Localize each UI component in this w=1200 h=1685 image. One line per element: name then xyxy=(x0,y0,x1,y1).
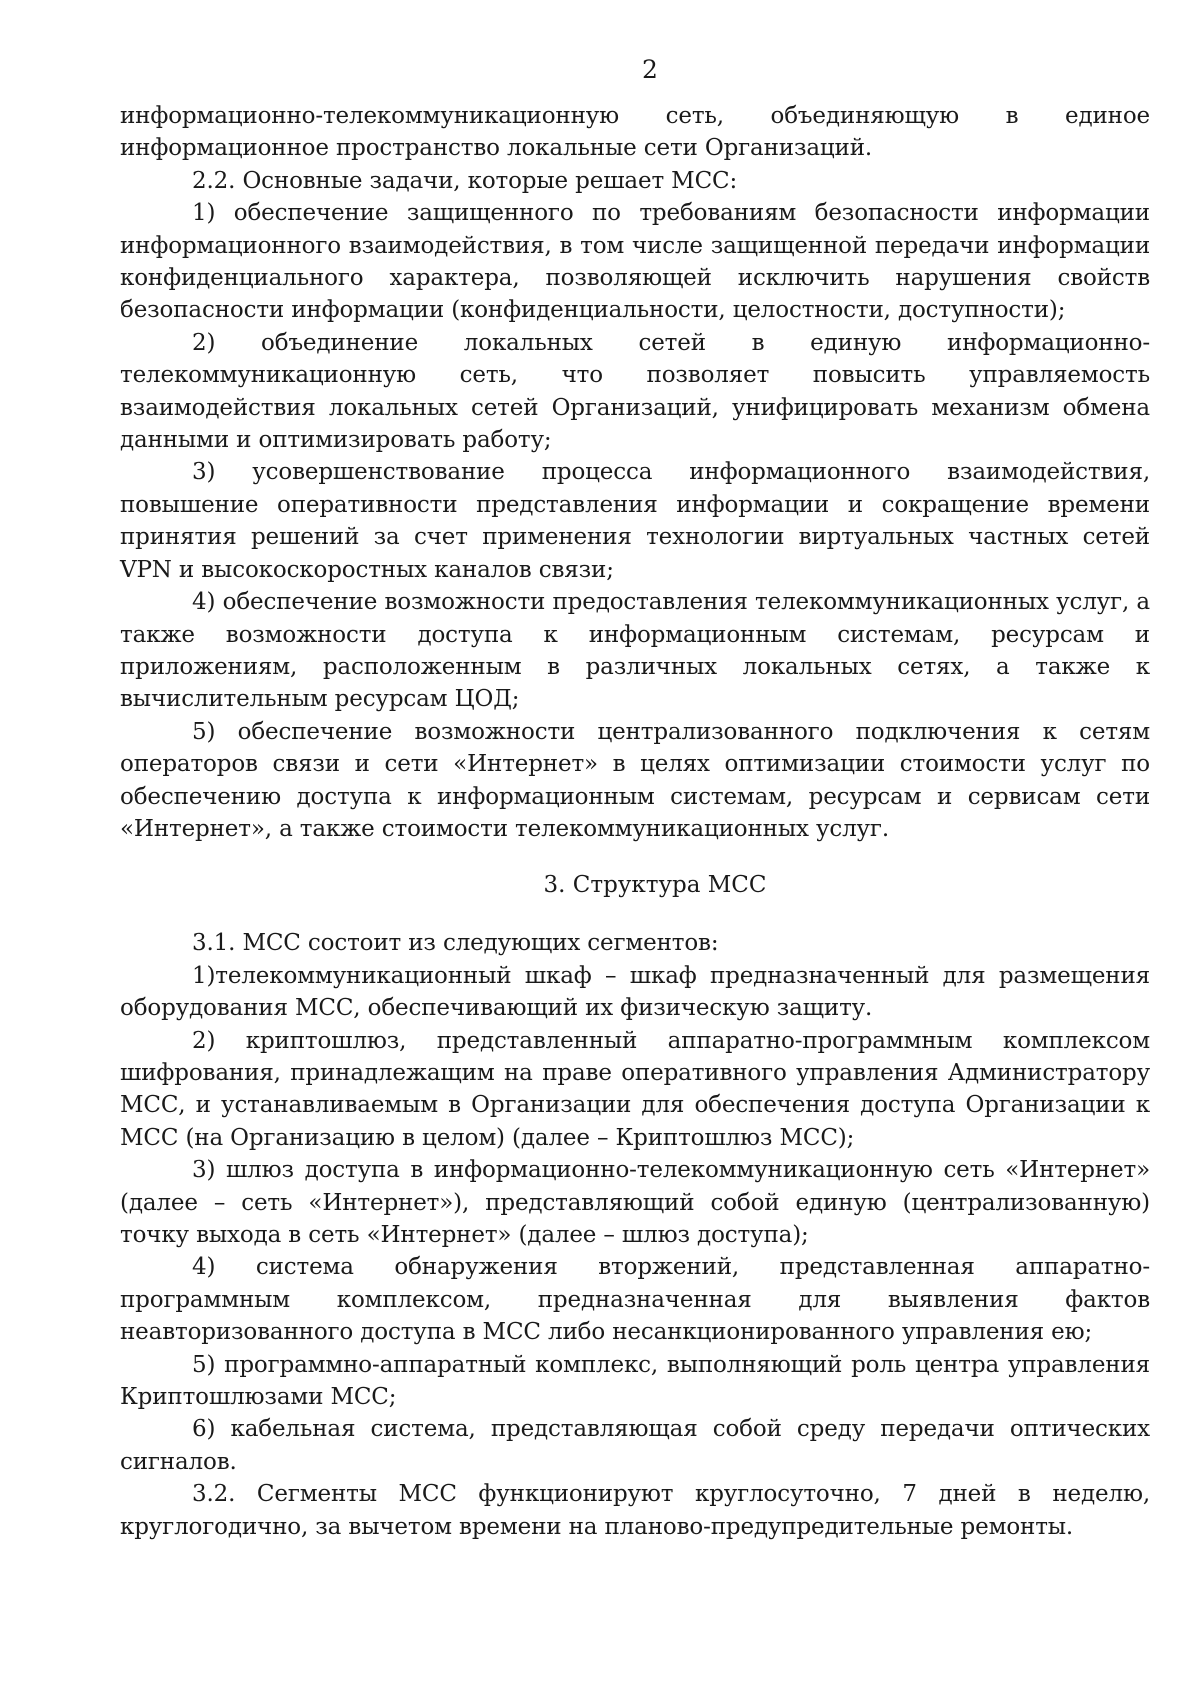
section-3-body xyxy=(120,927,1150,1543)
page-number: 2 xyxy=(642,55,658,84)
section-2-body xyxy=(120,100,1150,845)
list-item: 1) обеспечение защищенного по требованиям безопасности информации информационного взаимодействия, в том числе защищенной передачи информации конфиденциального характера, позволяющей исключить нарушения свойств безопасности информации (конфиденциальности, целостности, доступности); xyxy=(120,200,1150,324)
list-item: 5) программно-аппаратный комплекс, выполняющий роль центра управления Криптошлюзами МСС; xyxy=(120,1351,1150,1411)
list-item: 6) кабельная система, представляющая собой среду передачи оптических сигналов. xyxy=(120,1416,1150,1475)
section-heading: 3. Структура МСС xyxy=(543,872,767,899)
list-item: 2) криптошлюз, представленный аппаратно-программным комплексом шифрования, принадлежащим на праве оперативного управления Администратору МСС, и устанавливаемым в Организации для обеспечения доступа Организации к МСС (на Организацию в целом) (далее – Криптошлюз МСС); xyxy=(120,1027,1150,1151)
paragraph-3-2: 3.2. Сегменты МСС функционируют круглосуточно, 7 дней в неделю, круглогодично, за вычетом времени на планово-предупредительные ремонты. xyxy=(120,1481,1150,1540)
list-item: 3) усовершенствование процесса информационного взаимодействия, повышение оперативности представления информации и сокращение времени принятия решений за счет применения технологии виртуальных частных сетей VPN и высокоскоростных каналов связи; xyxy=(120,459,1150,583)
list-item: 4) система обнаружения вторжений, представленная аппаратно-программным комплексом, предназначенная для выявления фактов неавторизованного доступа в МСС либо несанкционированного управления ею; xyxy=(120,1254,1150,1346)
list-item: 2) объединение локальных сетей в единую информационно-телекоммуникационную сеть, что позволяет повысить управляемость взаимодействия локальных сетей Организаций, унифицировать механизм обмена данными и оптимизировать работу; xyxy=(120,329,1150,454)
paragraph-2-2: 2.2. Основные задачи, которые решает МСС: xyxy=(192,167,738,194)
paragraph-continuation: информационно-телекоммуникационную сеть, объединяющую в единое информационное пространство локальные сети Организаций. xyxy=(120,103,1150,162)
list-item: 4) обеспечение возможности предоставления телекоммуникационных услуг, а также возможности доступа к информационным системам, ресурсам и приложениям, расположенным в различных локальных сетях, а также к вычислительным ресурсам ЦОД; xyxy=(120,589,1150,713)
paragraph-3-1: 3.1. МСС состоит из следующих сегментов: xyxy=(192,930,719,957)
list-item: 3) шлюз доступа в информационно-телекоммуникационную сеть «Интернет» (далее – сеть «Интернет»), представляющий собой единую (централизованную) точку выхода в сеть «Интернет» (далее – шлюз доступа); xyxy=(120,1157,1150,1248)
list-item: 5) обеспечение возможности централизованного подключения к сетям операторов связи и сети «Интернет» в целях оптимизации стоимости услуг по обеспечению доступа к информационным системам, ресурсам и сервисам сети «Интернет», а также стоимости телекоммуникационных услуг. xyxy=(120,718,1150,842)
list-item: 1)телекоммуникационный шкаф – шкаф предназначенный для размещения оборудования МСС, обеспечивающий их физическую защиту. xyxy=(120,962,1150,1022)
